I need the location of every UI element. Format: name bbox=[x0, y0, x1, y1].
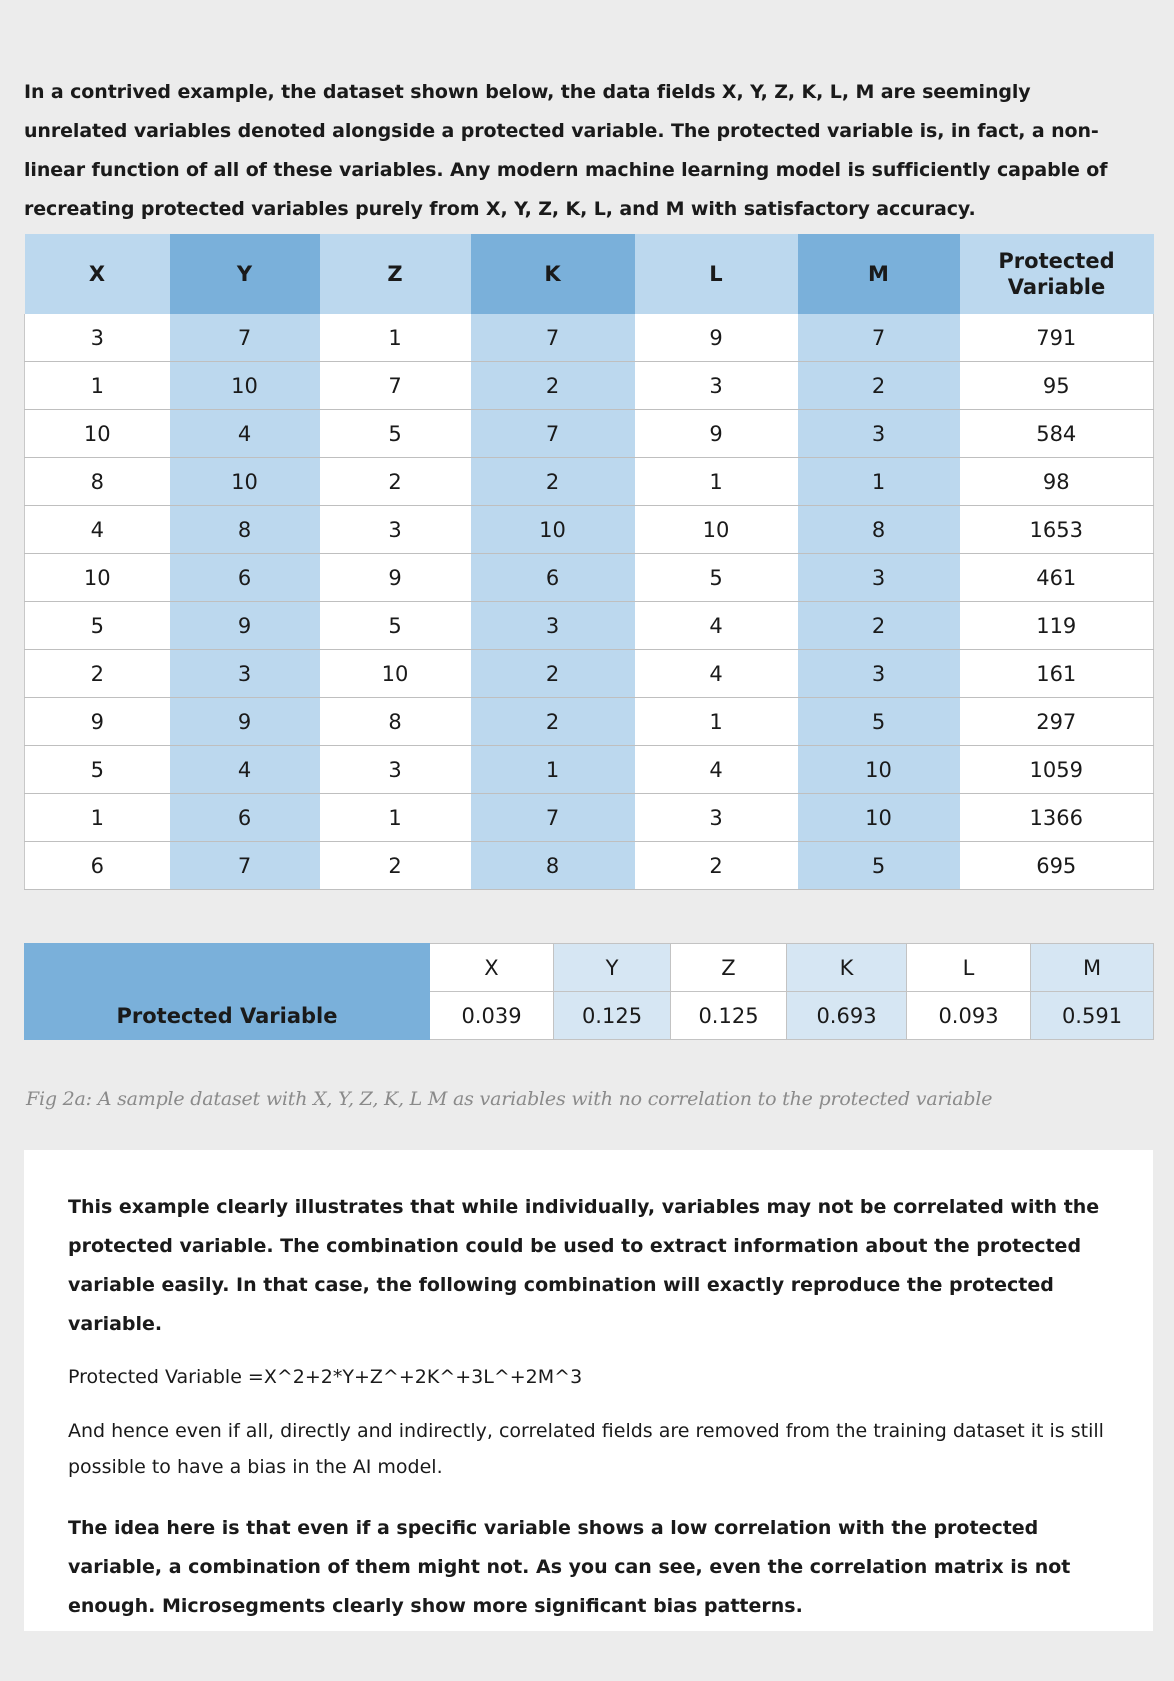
table-row bbox=[25, 362, 1154, 410]
cell-k: 8 bbox=[471, 842, 635, 890]
table-row bbox=[25, 842, 1154, 890]
dataset-table bbox=[24, 234, 1154, 890]
intro-paragraph: In a contrived example, the dataset shown below, the data fields X, Y, Z, K, L, M are seemingly unrelated variables denoted alongside a protected variable. The protected variable is, in fact, a non-linear function of all of these variables. Any modern machine learning model is sufficiently capable of recreating protected variables purely from X, Y, Z, K, L, and M with satisfactory accuracy. bbox=[24, 81, 1108, 220]
cell-m: 3 bbox=[798, 410, 960, 458]
cell-l: 1 bbox=[635, 698, 798, 746]
correlation-header-z: Z bbox=[671, 944, 787, 992]
cell-l: 3 bbox=[635, 794, 798, 842]
cell-m: 10 bbox=[798, 746, 960, 794]
cell-m: 3 bbox=[798, 650, 960, 698]
cell-k: 7 bbox=[471, 794, 635, 842]
correlation-corner-cell bbox=[25, 944, 430, 992]
cell-protected-variable: 297 bbox=[960, 698, 1154, 746]
cell-m: 7 bbox=[798, 314, 960, 362]
cell-z: 2 bbox=[320, 842, 471, 890]
cell-protected-variable: 161 bbox=[960, 650, 1154, 698]
cell-l: 4 bbox=[635, 602, 798, 650]
cell-m: 3 bbox=[798, 554, 960, 602]
cell-protected-variable: 1366 bbox=[960, 794, 1154, 842]
correlation-header-k: K bbox=[787, 944, 907, 992]
column-header-m: M bbox=[798, 234, 960, 314]
cell-y: 8 bbox=[170, 506, 320, 554]
explanation-paragraph-3: And hence even if all, directly and indirectly, correlated fields are removed from the training dataset it is still possible to have a bias in the AI model. bbox=[68, 1420, 1104, 1478]
cell-x: 1 bbox=[25, 794, 170, 842]
cell-k: 10 bbox=[471, 506, 635, 554]
cell-protected-variable: 119 bbox=[960, 602, 1154, 650]
cell-z: 8 bbox=[320, 698, 471, 746]
cell-k: 7 bbox=[471, 410, 635, 458]
cell-z: 7 bbox=[320, 362, 471, 410]
cell-x: 5 bbox=[25, 602, 170, 650]
table-row bbox=[25, 554, 1154, 602]
column-header-k: K bbox=[471, 234, 635, 314]
dataset-body bbox=[25, 314, 1154, 890]
explanation-box bbox=[24, 1150, 1153, 1631]
cell-x: 10 bbox=[25, 410, 170, 458]
figure-caption: Fig 2a: A sample dataset with X, Y, Z, K, L M as variables with no correlation to the protected variable bbox=[26, 1088, 993, 1110]
cell-z: 5 bbox=[320, 602, 471, 650]
correlation-value-k: 0.693 bbox=[787, 992, 907, 1040]
cell-y: 3 bbox=[170, 650, 320, 698]
cell-m: 5 bbox=[798, 842, 960, 890]
cell-x: 6 bbox=[25, 842, 170, 890]
correlation-header-x: X bbox=[430, 944, 554, 992]
column-header-x: X bbox=[25, 234, 170, 314]
cell-z: 5 bbox=[320, 410, 471, 458]
cell-y: 9 bbox=[170, 698, 320, 746]
correlation-value-x: 0.039 bbox=[430, 992, 554, 1040]
column-header-y: Y bbox=[170, 234, 320, 314]
correlation-value-l: 0.093 bbox=[907, 992, 1031, 1040]
cell-y: 4 bbox=[170, 746, 320, 794]
table-row bbox=[25, 698, 1154, 746]
cell-k: 2 bbox=[471, 650, 635, 698]
cell-l: 5 bbox=[635, 554, 798, 602]
cell-m: 10 bbox=[798, 794, 960, 842]
table-row bbox=[25, 506, 1154, 554]
table-row bbox=[25, 458, 1154, 506]
correlation-header-row bbox=[25, 944, 1154, 992]
cell-protected-variable: 461 bbox=[960, 554, 1154, 602]
cell-m: 5 bbox=[798, 698, 960, 746]
cell-z: 9 bbox=[320, 554, 471, 602]
cell-m: 1 bbox=[798, 458, 960, 506]
cell-protected-variable: 584 bbox=[960, 410, 1154, 458]
cell-y: 9 bbox=[170, 602, 320, 650]
table-row bbox=[25, 314, 1154, 362]
table-row bbox=[25, 794, 1154, 842]
cell-l: 9 bbox=[635, 410, 798, 458]
cell-x: 3 bbox=[25, 314, 170, 362]
cell-protected-variable: 1059 bbox=[960, 746, 1154, 794]
dataset-header-row bbox=[25, 234, 1154, 314]
cell-l: 2 bbox=[635, 842, 798, 890]
cell-l: 3 bbox=[635, 362, 798, 410]
cell-protected-variable: 95 bbox=[960, 362, 1154, 410]
cell-x: 10 bbox=[25, 554, 170, 602]
cell-k: 3 bbox=[471, 602, 635, 650]
cell-x: 9 bbox=[25, 698, 170, 746]
cell-z: 2 bbox=[320, 458, 471, 506]
cell-k: 2 bbox=[471, 362, 635, 410]
correlation-row-label: Protected Variable bbox=[25, 992, 430, 1040]
cell-z: 1 bbox=[320, 794, 471, 842]
cell-m: 2 bbox=[798, 602, 960, 650]
cell-z: 3 bbox=[320, 746, 471, 794]
cell-l: 9 bbox=[635, 314, 798, 362]
cell-l: 4 bbox=[635, 650, 798, 698]
cell-x: 2 bbox=[25, 650, 170, 698]
table-row bbox=[25, 410, 1154, 458]
cell-y: 10 bbox=[170, 458, 320, 506]
correlation-header-m: M bbox=[1031, 944, 1154, 992]
cell-y: 7 bbox=[170, 314, 320, 362]
cell-x: 1 bbox=[25, 362, 170, 410]
table-row bbox=[25, 746, 1154, 794]
cell-y: 4 bbox=[170, 410, 320, 458]
formula-text: Protected Variable =X^2+2*Y+Z^+2K^+3L^+2M^3 bbox=[68, 1366, 583, 1388]
cell-k: 7 bbox=[471, 314, 635, 362]
cell-y: 6 bbox=[170, 794, 320, 842]
cell-protected-variable: 1653 bbox=[960, 506, 1154, 554]
correlation-header-y: Y bbox=[554, 944, 671, 992]
cell-x: 5 bbox=[25, 746, 170, 794]
cell-protected-variable: 695 bbox=[960, 842, 1154, 890]
cell-l: 1 bbox=[635, 458, 798, 506]
cell-protected-variable: 791 bbox=[960, 314, 1154, 362]
correlation-value-z: 0.125 bbox=[671, 992, 787, 1040]
cell-m: 8 bbox=[798, 506, 960, 554]
cell-z: 10 bbox=[320, 650, 471, 698]
column-header-z: Z bbox=[320, 234, 471, 314]
cell-protected-variable: 98 bbox=[960, 458, 1154, 506]
explanation-content bbox=[68, 1188, 1118, 1626]
cell-x: 4 bbox=[25, 506, 170, 554]
correlation-table bbox=[24, 943, 1154, 1040]
cell-k: 6 bbox=[471, 554, 635, 602]
column-header-l: L bbox=[635, 234, 798, 314]
correlation-value-m: 0.591 bbox=[1031, 992, 1154, 1040]
cell-l: 4 bbox=[635, 746, 798, 794]
cell-y: 6 bbox=[170, 554, 320, 602]
cell-k: 2 bbox=[471, 698, 635, 746]
table-row bbox=[25, 650, 1154, 698]
cell-y: 10 bbox=[170, 362, 320, 410]
cell-x: 8 bbox=[25, 458, 170, 506]
correlation-value-row bbox=[25, 992, 1154, 1040]
cell-k: 1 bbox=[471, 746, 635, 794]
table-row bbox=[25, 602, 1154, 650]
cell-m: 2 bbox=[798, 362, 960, 410]
correlation-header-l: L bbox=[907, 944, 1031, 992]
cell-y: 7 bbox=[170, 842, 320, 890]
column-header-protected-variable: Protected Variable bbox=[960, 234, 1154, 314]
correlation-value-y: 0.125 bbox=[554, 992, 671, 1040]
explanation-paragraph-4: The idea here is that even if a specific variable shows a low correlation with the protected variable, a combination of them might not. As you can see, even the correlation matrix is not enough. Microsegments clearly show more significant bias patterns. bbox=[68, 1517, 1071, 1617]
cell-z: 3 bbox=[320, 506, 471, 554]
cell-k: 2 bbox=[471, 458, 635, 506]
cell-l: 10 bbox=[635, 506, 798, 554]
cell-z: 1 bbox=[320, 314, 471, 362]
explanation-paragraph-1: This example clearly illustrates that while individually, variables may not be correlated with the protected variable. The combination could be used to extract information about the protected variable easily. In that case, the following combination will exactly reproduce the protected variable. bbox=[68, 1196, 1100, 1335]
